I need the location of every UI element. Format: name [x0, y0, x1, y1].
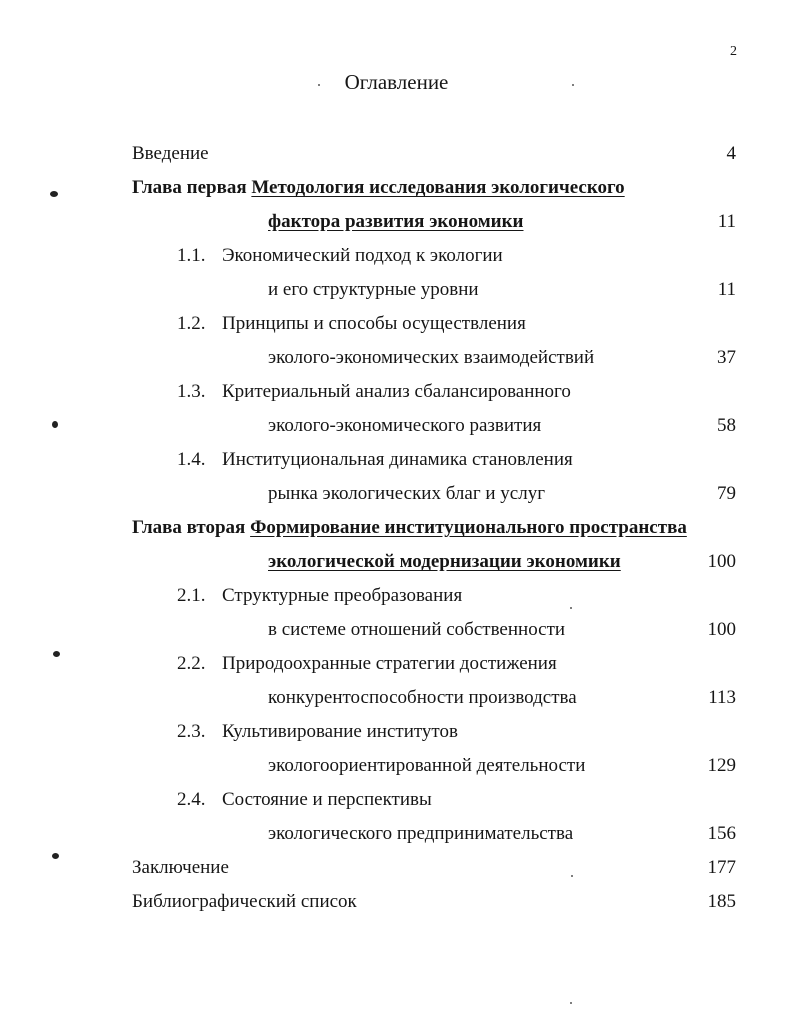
scan-speck	[52, 421, 58, 428]
toc-page-1-3: 58	[717, 415, 736, 436]
toc-chapter-1-heading: Глава первая Методология исследования экологического	[132, 177, 625, 198]
toc-page-2-2: 113	[708, 687, 736, 708]
page-title: Оглавление	[344, 70, 449, 94]
toc-page-1-2: 37	[717, 347, 736, 368]
toc-section-2-2: 2.2. Природоохранные стратегии достижения	[177, 653, 557, 674]
toc-chapter-1-title-cont: фактора развития экономики	[268, 211, 524, 232]
toc-page-introduction: 4	[726, 143, 736, 164]
scan-dot	[318, 84, 320, 86]
toc-section-2-1-cont: в системе отношений собственности	[268, 619, 566, 640]
scan-dot	[572, 84, 574, 86]
toc-entry-conclusion: Заключение	[132, 857, 229, 878]
toc-section-2-4-cont: экологического предпринимательства	[268, 823, 574, 844]
toc-chapter-2-title: Формирование институционального пространства	[250, 517, 687, 538]
toc-section-1-2: 1.2. Принципы и способы осуществления	[177, 313, 526, 334]
toc-page-chapter-2: 100	[707, 551, 736, 572]
scan-dot	[571, 875, 573, 877]
scan-dot	[570, 607, 572, 609]
toc-section-1-3: 1.3. Критериальный анализ сбалансированного	[177, 381, 571, 402]
toc-page-1-4: 79	[717, 483, 736, 504]
toc-section-1-3-cont: эколого-экономического развития	[268, 415, 542, 436]
toc-section-2-1: 2.1. Структурные преобразования	[177, 585, 463, 606]
toc-section-1-2-cont: эколого-экономических взаимодействий	[268, 347, 595, 368]
scan-speck	[50, 191, 58, 197]
toc-chapter-1-title: Методология исследования экологического	[251, 177, 625, 198]
toc-entry-introduction: Введение	[132, 143, 209, 164]
toc-page-bibliography: 185	[707, 891, 736, 912]
toc-section-1-1: 1.1. Экономический подход к экологии	[177, 245, 503, 266]
toc-chapter-2-title-cont: экологической модернизации экономики	[268, 551, 621, 572]
scan-speck	[52, 853, 59, 859]
scan-speck	[53, 651, 60, 657]
toc-page-chapter-1: 11	[717, 211, 736, 232]
toc-section-1-4-cont: рынка экологических благ и услуг	[268, 483, 545, 504]
scan-dot	[570, 1002, 572, 1004]
toc-page-2-3: 129	[707, 755, 736, 776]
toc-page-2-1: 100	[707, 619, 736, 640]
page-number: 2	[730, 44, 737, 59]
toc-section-2-3-cont: экологоориентированной деятельности	[268, 755, 586, 776]
toc-entry-bibliography: Библиографический список	[132, 891, 357, 912]
toc-page-conclusion: 177	[707, 857, 736, 878]
toc-page-2-4: 156	[707, 823, 736, 844]
toc-section-1-4: 1.4. Институциональная динамика становления	[177, 449, 573, 470]
toc-section-2-3: 2.3. Культивирование институтов	[177, 721, 458, 742]
toc-section-1-1-cont: и его структурные уровни	[268, 279, 479, 300]
toc-page-1-1: 11	[717, 279, 736, 300]
toc-section-2-4: 2.4. Состояние и перспективы	[177, 789, 432, 810]
toc-chapter-2-heading: Глава вторая Формирование институционального пространства	[132, 517, 687, 538]
toc-section-2-2-cont: конкурентоспособности производства	[268, 687, 577, 708]
